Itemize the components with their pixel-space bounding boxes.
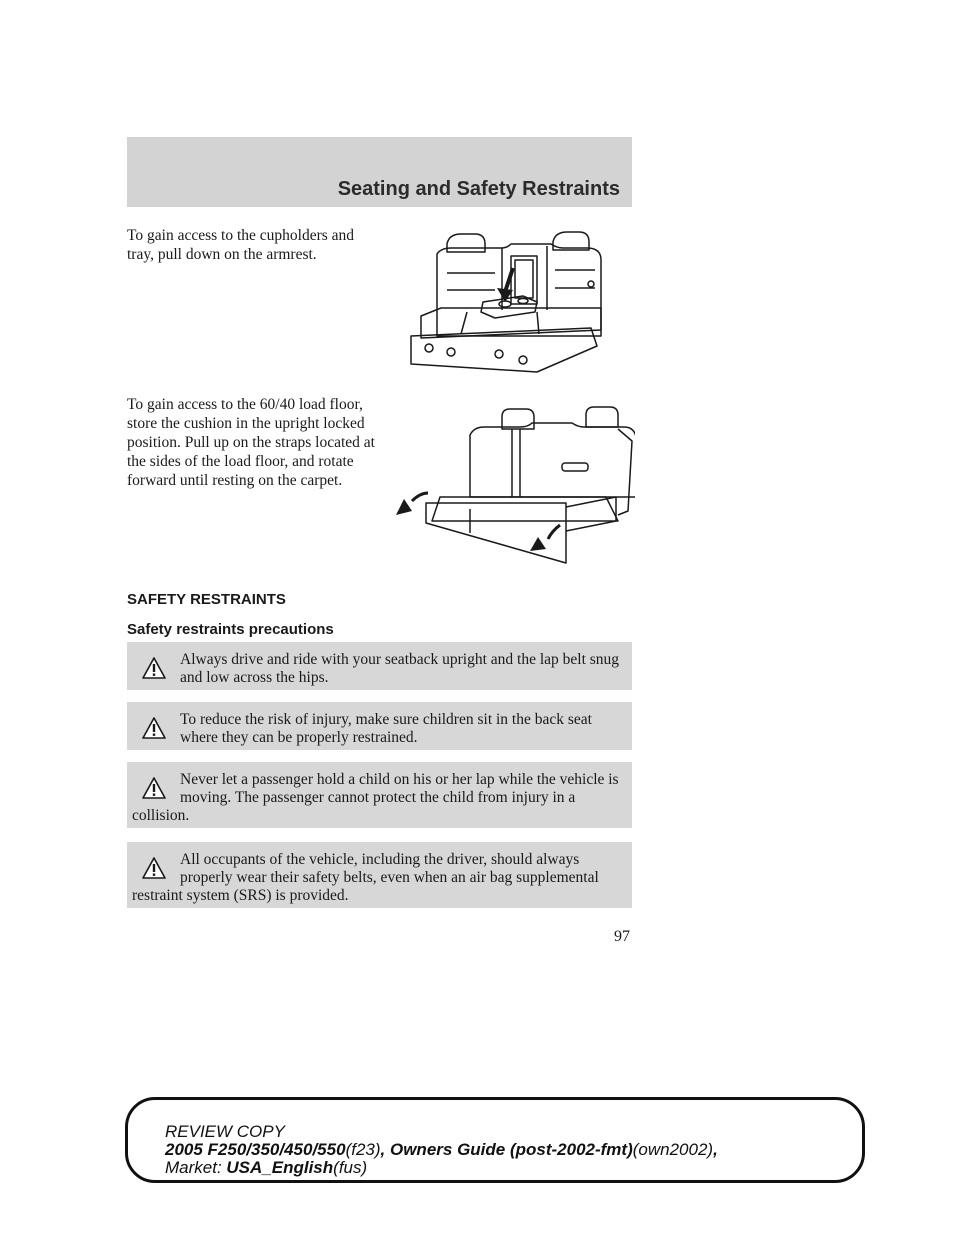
warning-icon [142, 777, 166, 799]
warning-text: Always drive and ride with your seatback upright and the lap belt snug and low across the hips. [180, 651, 620, 686]
precautions-subheading: Safety restraints precautions [127, 621, 334, 638]
model-code: (f23) [345, 1140, 381, 1159]
warning-box [127, 842, 632, 908]
section-title: Seating and Safety Restraints [337, 178, 620, 200]
footer-review-info [165, 1123, 845, 1177]
armrest-seat-illustration [407, 228, 605, 383]
warning-box [127, 762, 632, 828]
warning-icon [142, 857, 166, 879]
warning-text: Never let a passenger hold a child on his or her lap while the vehicle is moving. The passenger cannot protect the child from injury in a collision. [132, 771, 619, 824]
warning-text: To reduce the risk of injury, make sure children sit in the back seat where they can be properly restrained. [180, 711, 592, 746]
armrest-instruction: To gain access to the cupholders and tray, pull down on the armrest. [127, 227, 355, 263]
footer-line-2 [165, 1141, 845, 1159]
warning-text: All occupants of the vehicle, including the driver, should always properly wear their safety belts, even when an air bag supplemental restraint system (SRS) is provided. [132, 851, 599, 904]
market-label: Market: [165, 1158, 227, 1177]
warning-icon [142, 657, 166, 679]
model-label: 2005 F250/350/450/550 [165, 1140, 346, 1159]
separator: , [380, 1140, 390, 1159]
guide-code: (own2002) [632, 1140, 714, 1159]
review-copy-label: REVIEW COPY [165, 1122, 285, 1141]
load-floor-instruction: To gain access to the 60/40 load floor, store the cushion in the upright locked position. Pull up on the straps located at the sides of the load floor, and rotate forward until resting on the carpet. [127, 396, 375, 489]
separator: , [713, 1140, 718, 1159]
warning-box [127, 642, 632, 690]
warning-icon [142, 717, 166, 739]
market-value: USA_English [226, 1158, 334, 1177]
market-code: (fus) [333, 1158, 368, 1177]
footer-line-3 [165, 1159, 845, 1177]
page-number: 97 [614, 928, 630, 945]
warning-box [127, 702, 632, 750]
load-floor-illustration [390, 405, 635, 565]
safety-restraints-heading: SAFETY RESTRAINTS [127, 591, 286, 608]
footer-line-1 [165, 1123, 845, 1141]
header-band [127, 137, 632, 207]
guide-label: Owners Guide (post-2002-fmt) [389, 1140, 633, 1159]
